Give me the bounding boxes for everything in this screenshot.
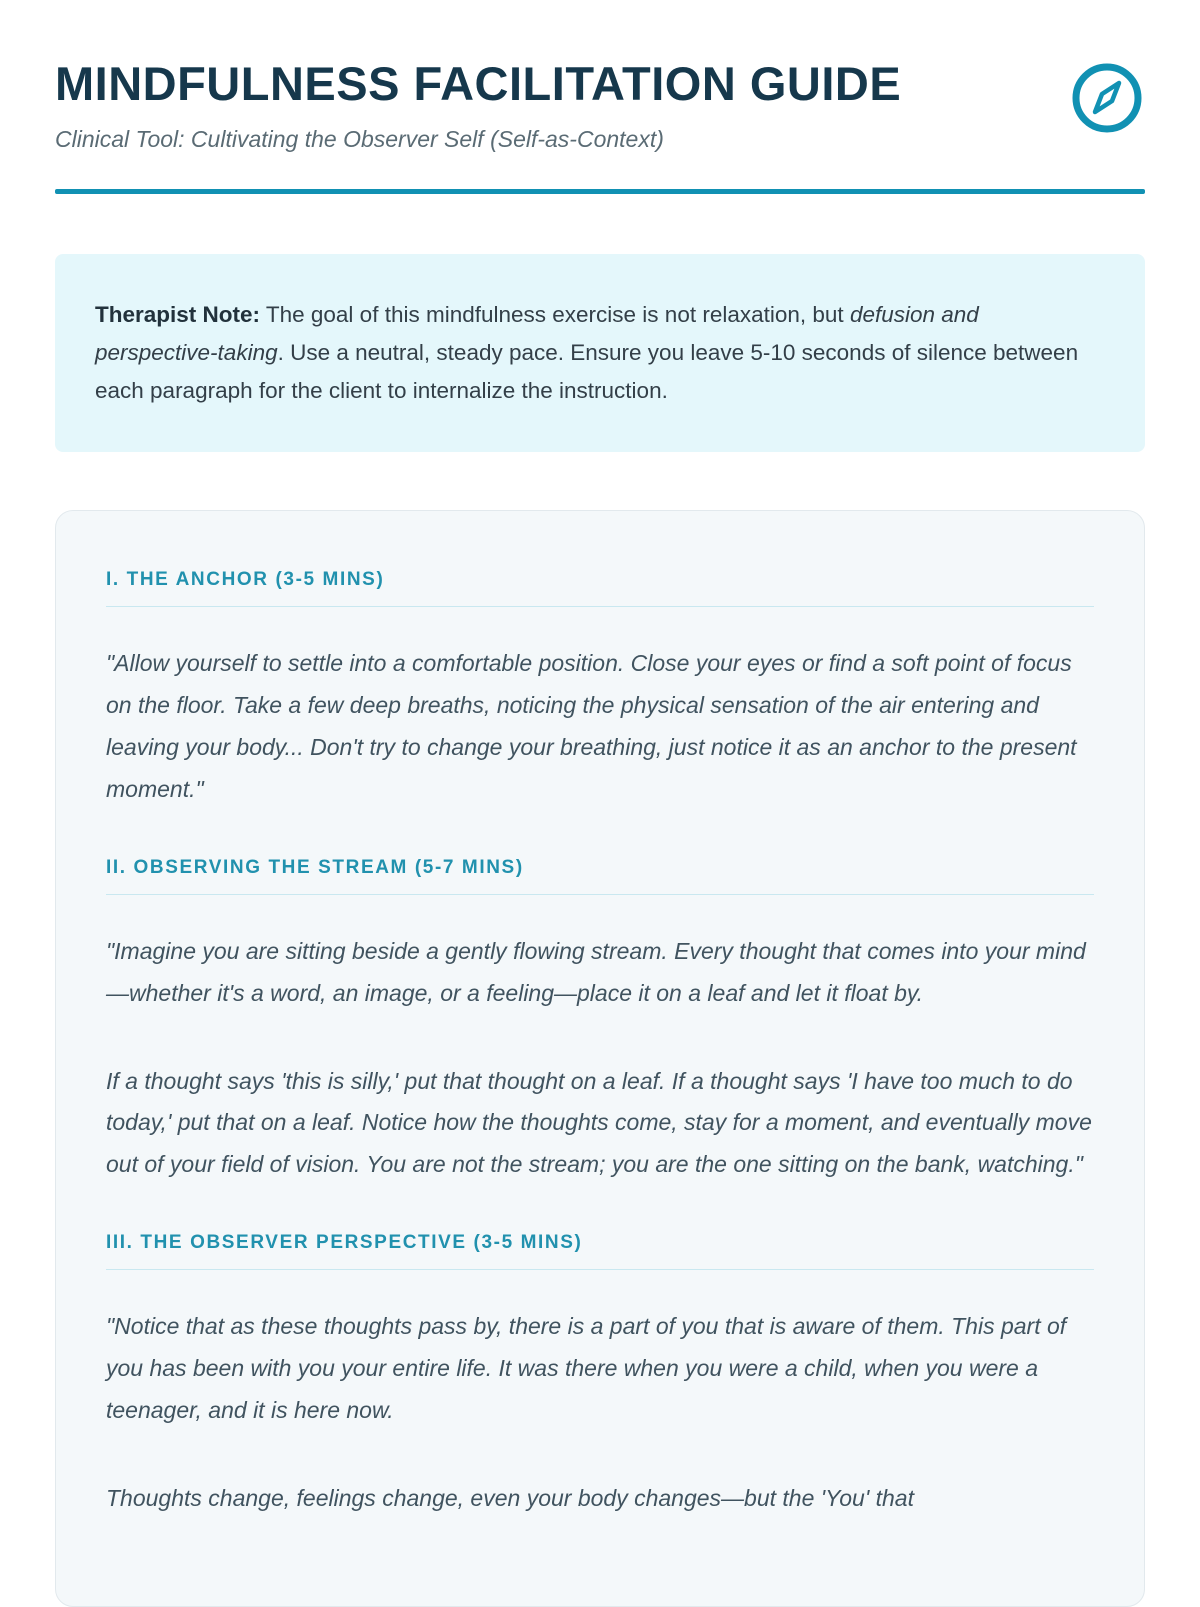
section-anchor: [106, 569, 1094, 810]
therapist-note-label: Therapist Note:: [95, 301, 261, 327]
page-title: MINDFULNESS FACILITATION GUIDE: [55, 57, 902, 110]
section-heading: II. OBSERVING THE STREAM (5-7 MINS): [106, 857, 1094, 895]
section-heading: I. THE ANCHOR (3-5 MINS): [106, 569, 1094, 607]
therapist-note-text-1: The goal of this mindfulness exercise is not relaxation, but: [265, 301, 844, 327]
therapist-note: [55, 254, 1145, 453]
script-paragraph: Thoughts change, feelings change, even your body changes—but the 'You' that: [106, 1484, 914, 1511]
divider-rule: [55, 189, 1145, 194]
page-header: [55, 58, 1145, 153]
script-paragraph: "Notice that as these thoughts pass by, there is a part of you that is aware of them. This part of you has been with you your entire life. It was there when you were a child, when you were a teenager, and it is here now.: [106, 1313, 1067, 1423]
page-subtitle: Clinical Tool: Cultivating the Observer Self (Self-as-Context): [55, 125, 664, 152]
therapist-note-italic: defusion and perspective-taking: [95, 301, 979, 365]
script-card: [55, 510, 1145, 1606]
compass-icon: [1069, 60, 1145, 141]
therapist-note-text-2: . Use a neutral, steady pace. Ensure you leave 5-10 seconds of silence between each paragraph for the client to internalize the instruction.: [95, 339, 1079, 404]
title-block: [55, 58, 901, 153]
script-paragraph: "Imagine you are sitting beside a gently flowing stream. Every thought that comes into your mind—whether it's a word, an image, or a feeling—place it on a leaf and let it float by.: [106, 937, 1086, 1006]
section-heading: III. THE OBSERVER PERSPECTIVE (3-5 MINS): [106, 1232, 1094, 1270]
section-observer-perspective: [106, 1232, 1094, 1519]
section-observing-stream: [106, 857, 1094, 1186]
script-paragraph: If a thought says 'this is silly,' put that thought on a leaf. If a thought says 'I have too much to do today,' put that on a leaf. Notice how the thoughts come, stay for a moment, and eventually move out of your field of vision. You are not the stream; you are the one sitting on the bank, watching.": [106, 1067, 1092, 1178]
script-paragraph: "Allow yourself to settle into a comfortable position. Close your eyes or find a soft point of focus on the floor. Take a few deep breaths, noticing the physical sensation of the air entering and leaving your body... Don't try to change your breathing, just notice it as an anchor to the present moment.": [106, 650, 1077, 803]
